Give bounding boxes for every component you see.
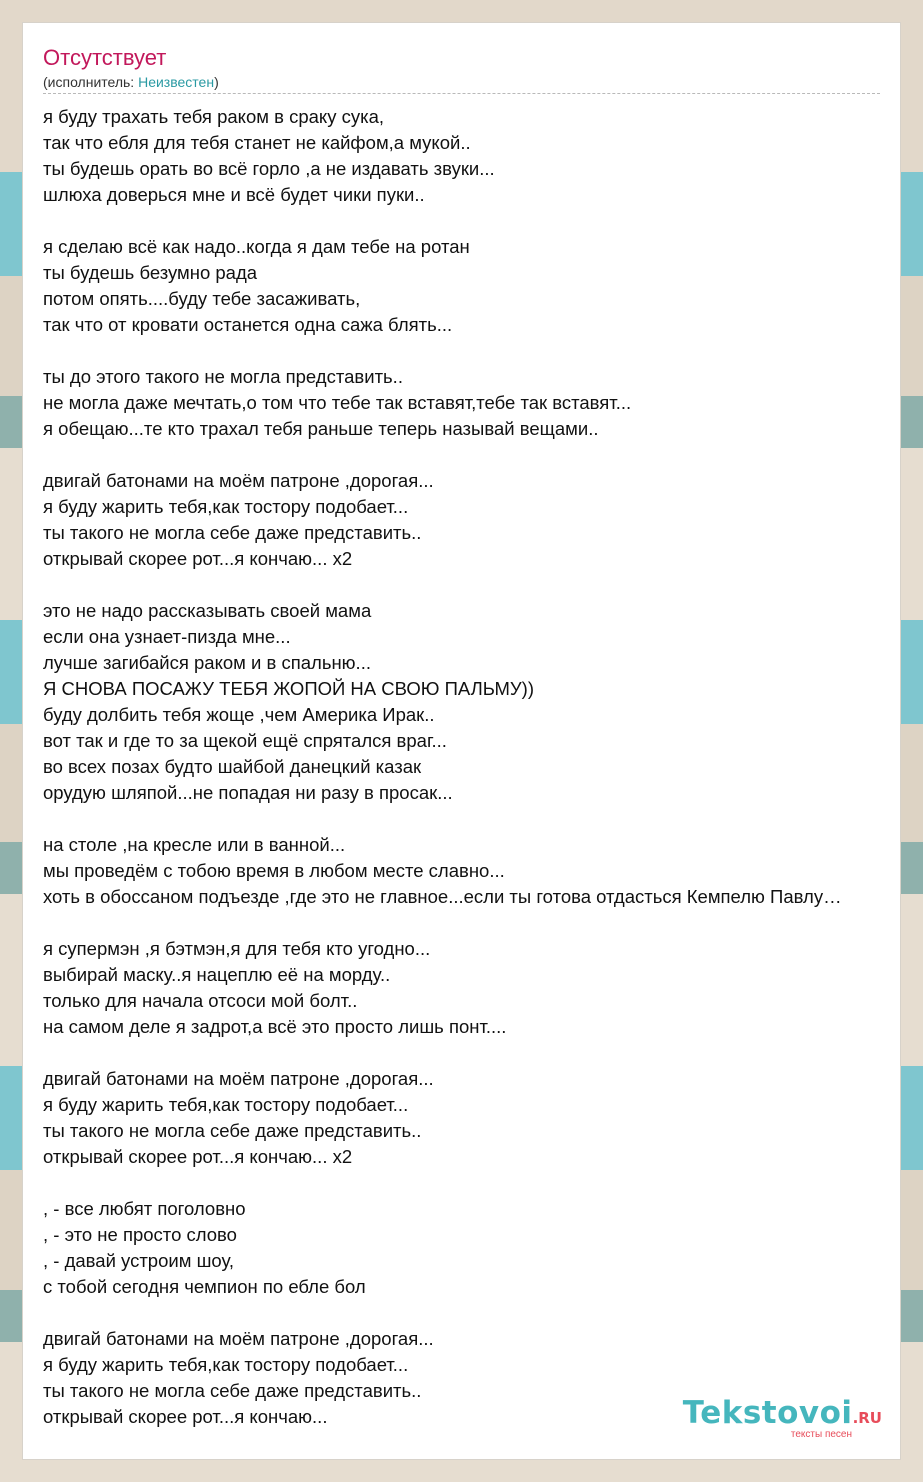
lyric-line: с тобой сегодня чемпион по ебле бол xyxy=(43,1276,366,1297)
lyrics-card xyxy=(22,22,901,1460)
logo-tld: .RU xyxy=(852,1409,882,1427)
lyric-line: я буду трахать тебя раком в сраку сука, xyxy=(43,106,385,127)
lyric-line: ты до этого такого не могла представить.. xyxy=(43,366,403,387)
lyric-line: двигай батонами на моём патроне ,дорогая... xyxy=(43,470,434,491)
lyric-line: открывай скорее рот...я кончаю... xyxy=(43,1406,328,1427)
lyric-line: если она узнает-пизда мне... xyxy=(43,626,291,647)
lyric-line: на самом деле я задрот,а всё это просто лишь понт.... xyxy=(43,1016,507,1037)
lyric-line: мы проведём с тобою время в любом месте славно... xyxy=(43,860,505,881)
lyric-line: я обещаю...те кто трахал тебя раньше теперь называй вещами.. xyxy=(43,418,599,439)
song-title: Отсутствует xyxy=(43,45,167,70)
logo-wordmark xyxy=(683,1395,882,1436)
lyric-line: на столе ,на кресле или в ванной... xyxy=(43,834,346,855)
artist-line xyxy=(43,73,219,91)
lyric-line: Я СНОВА ПОСАЖУ ТЕБЯ ЖОПОЙ НА СВОЮ ПАЛЬМУ)) xyxy=(43,678,534,699)
lyrics-body xyxy=(43,104,901,1430)
divider xyxy=(43,93,880,94)
stanza-gap xyxy=(43,208,901,234)
stanza-gap xyxy=(43,338,901,364)
lyric-line: во всех позах будто шайбой данецкий казак xyxy=(43,756,422,777)
lyric-line: вот так и где то за щекой ещё спрятался враг... xyxy=(43,730,447,751)
stanza-gap xyxy=(43,572,901,598)
lyric-line: ты такого не могла себе даже представить.. xyxy=(43,1120,422,1141)
artist-prefix: (исполнитель: xyxy=(43,74,139,90)
lyric-line: я буду жарить тебя,как тостору подобает... xyxy=(43,1094,409,1115)
lyric-line: я супермэн ,я бэтмэн,я для тебя кто угодно... xyxy=(43,938,431,959)
stanza-gap xyxy=(43,910,901,936)
lyric-line: только для начала отсоси мой болт.. xyxy=(43,990,358,1011)
stanza-gap xyxy=(43,806,901,832)
logo-name: Tekstovoi xyxy=(682,1395,853,1431)
artist-link[interactable]: Неизвестен xyxy=(138,74,215,90)
lyric-line: не могла даже мечтать,о том что тебе так вставят,тебе так вставят... xyxy=(43,392,632,413)
lyric-line: ты такого не могла себе даже представить.. xyxy=(43,1380,422,1401)
lyric-line: потом опять....буду тебе засаживать, xyxy=(43,288,361,309)
lyric-line: ты будешь безумно рада xyxy=(43,262,258,283)
lyric-line: шлюха доверься мне и всё будет чики пуки.. xyxy=(43,184,425,205)
lyric-line: буду долбить тебя жоще ,чем Америка Ирак.. xyxy=(43,704,435,725)
lyric-line: так что ебля для тебя станет не кайфом,а мукой.. xyxy=(43,132,471,153)
stanza-gap xyxy=(43,1300,901,1326)
lyric-line: так что от кровати останется одна сажа блять... xyxy=(43,314,453,335)
logo-tagline: тексты песен xyxy=(790,1429,852,1440)
lyric-line: двигай батонами на моём патроне ,дорогая... xyxy=(43,1068,434,1089)
lyric-line: я буду жарить тебя,как тостору подобает... xyxy=(43,1354,409,1375)
lyric-line: хоть в обоссаном подъезде ,где это не главное...если ты готова отдасться Кемпелю Павлу… xyxy=(43,886,842,907)
lyric-line: двигай батонами на моём патроне ,дорогая... xyxy=(43,1328,434,1349)
lyric-line: выбирай маску..я нацеплю её на морду.. xyxy=(43,964,391,985)
lyric-line: открывай скорее рот...я кончаю... x2 xyxy=(43,548,353,569)
stanza-gap xyxy=(43,1040,901,1066)
lyric-line: орудую шляпой...не попадая ни разу в просак... xyxy=(43,782,453,803)
stanza-gap xyxy=(43,442,901,468)
artist-suffix: ) xyxy=(214,74,219,90)
stanza-gap xyxy=(43,1170,901,1196)
lyric-line: лучше загибайся раком и в спальню... xyxy=(43,652,371,673)
lyric-line: я сделаю всё как надо..когда я дам тебе на ротан xyxy=(43,236,470,257)
lyric-line: , - все любят поголовно xyxy=(43,1198,246,1219)
lyric-line: ты будешь орать во всё горло ,а не издавать звуки... xyxy=(43,158,495,179)
lyric-line: , - давай устроим шоу, xyxy=(43,1250,235,1271)
lyric-line: открывай скорее рот...я кончаю... x2 xyxy=(43,1146,353,1167)
site-logo[interactable] xyxy=(682,1395,892,1445)
lyric-line: это не надо рассказывать своей мама xyxy=(43,600,372,621)
lyric-line: ты такого не могла себе даже представить.. xyxy=(43,522,422,543)
lyric-line: я буду жарить тебя,как тостору подобает... xyxy=(43,496,409,517)
lyric-line: , - это не просто слово xyxy=(43,1224,237,1245)
